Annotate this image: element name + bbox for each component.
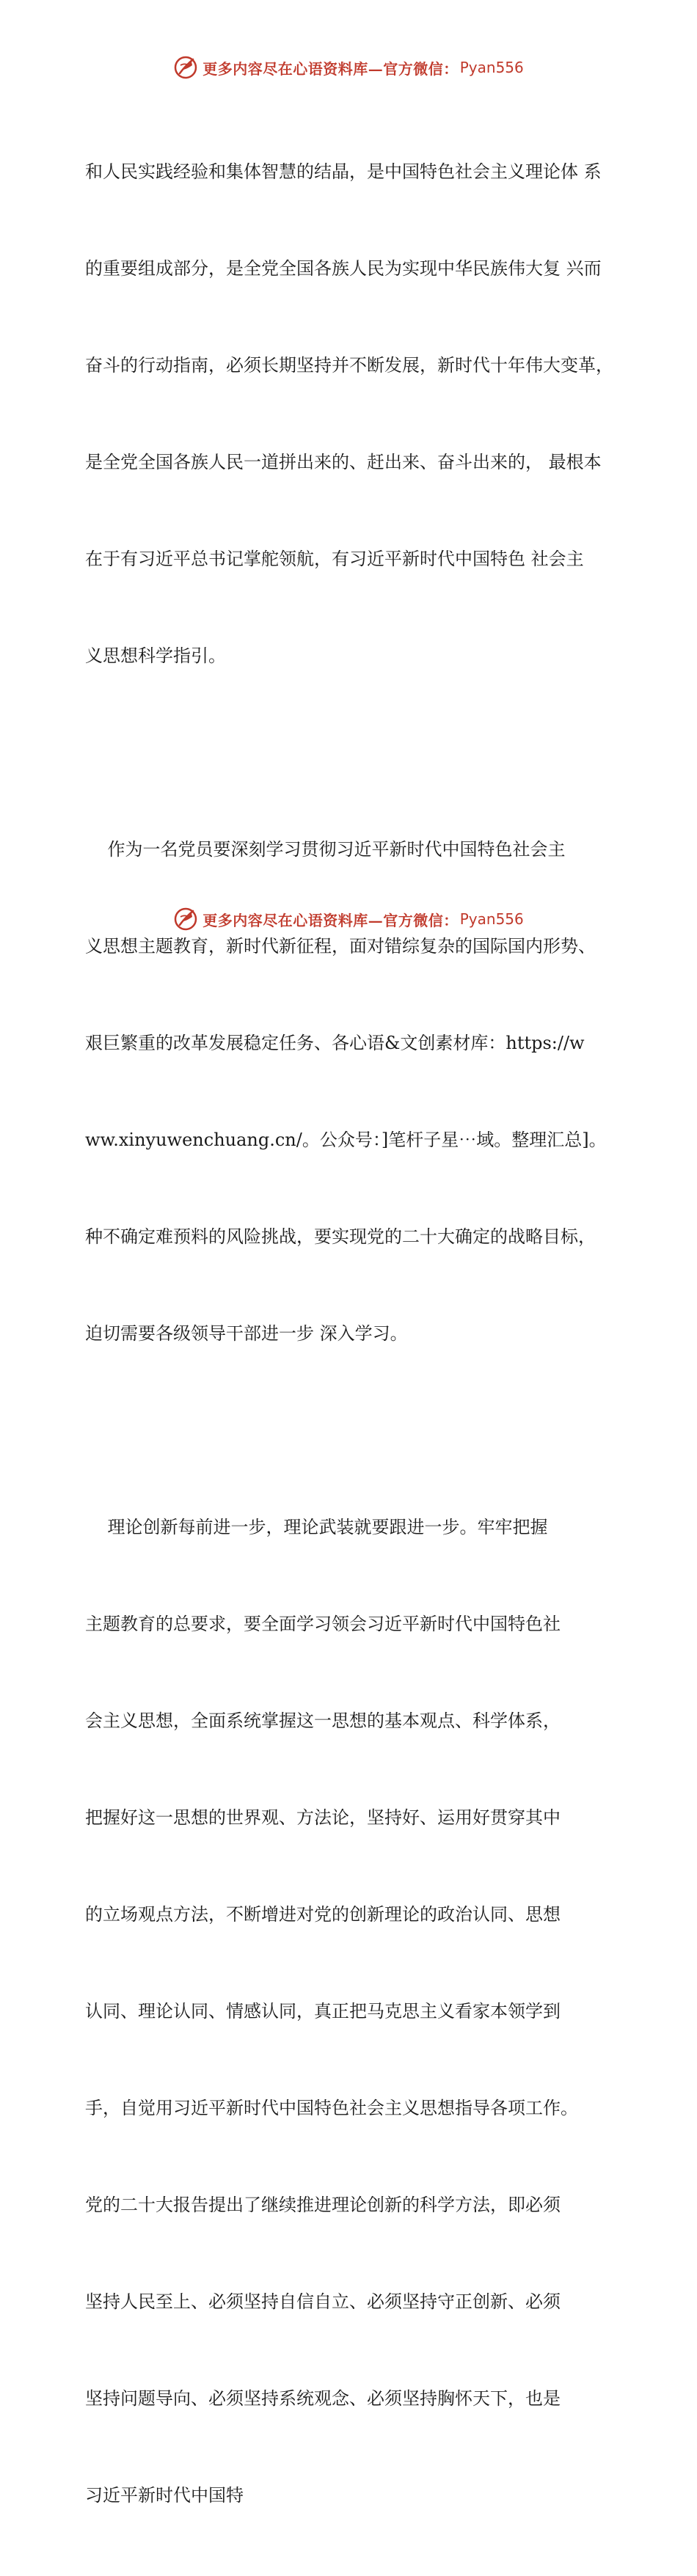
text-line: 主题教育的总要求，要全面学习领会习近平新时代中国特色社 [85, 1614, 561, 1634]
text-line: 是全党全国各族人民一道拼出来的、赶出来、奋斗出来的， 最根本 [85, 452, 602, 472]
text-line: 认同、理论认同、情感认同，真正把马克思主义看家本领学到 [85, 2001, 561, 2021]
text-line: 理论创新每前进一步，理论武装就要跟进一步。牢牢把握 [85, 1517, 548, 1537]
text-line: 把握好这一思想的世界观、方法论，坚持好、运用好贯穿其中 [85, 1807, 561, 1828]
text-line: 的立场观点方法，不断增进对党的创新理论的政治认同、思想 [85, 1904, 561, 1925]
feather-seal-logo-icon [173, 907, 198, 932]
paragraph-1 [85, 91, 621, 736]
text-line: 手，自觉用习近平新时代中国特色社会主义思想指导各项工作。 [85, 2098, 578, 2118]
header-wechat-id: Pyan556 [459, 59, 524, 76]
text-line: 在于有习近平总书记掌舵领航，有习近平新时代中国特色 社会主 [85, 549, 584, 569]
text-line: 的重要组成部分，是全党全国各族人民为实现中华民族伟大复 兴而 [85, 258, 602, 279]
footer-banner-text: 更多内容尽在心语资料库—官方微信： [202, 911, 459, 929]
paragraph-gap [85, 736, 621, 769]
paragraph-3 [85, 1446, 621, 2576]
footer-wechat-id: Pyan556 [459, 910, 524, 928]
text-line: 作为一名党员要深刻学习贯彻习近平新时代中国特色社会主 [85, 839, 566, 860]
text-line: 义思想主题教育，新时代新征程，面对错综复杂的国际国内形势、 [85, 936, 596, 956]
feather-seal-logo-icon [173, 55, 198, 80]
footer-banner [0, 904, 697, 934]
text-line: 和人民实践经验和集体智慧的结晶，是中国特色社会主义理论体 系 [85, 161, 602, 182]
header-banner-text: 更多内容尽在心语资料库—官方微信： [202, 59, 459, 78]
paragraph-2 [85, 769, 621, 1414]
paragraph-gap [85, 1414, 621, 1446]
text-line: 种不确定难预料的风险挑战，要实现党的二十大确定的战略目标， [85, 1226, 596, 1247]
text-line: 党的二十大报告提出了继续推进理论创新的科学方法，即必须 [85, 2195, 561, 2215]
header-banner [0, 53, 697, 82]
document-body [85, 91, 621, 2576]
text-line: 义思想科学指引。 [85, 645, 226, 666]
text-line: 坚持问题导向、必须坚持系统观念、必须坚持胸怀天下，也是 [85, 2388, 561, 2409]
text-line: 坚持人民至上、必须坚持自信自立、必须坚持守正创新、必须 [85, 2291, 561, 2312]
text-line: 奋斗的行动指南，必须长期坚持并不断发展，新时代十年伟大变革， [85, 355, 613, 376]
text-line: 习近平新时代中国特 [85, 2485, 244, 2506]
text-line: 会主义思想，全面系统掌握这一思想的基本观点、科学体系， [85, 1710, 561, 1731]
text-line: 艰巨繁重的改革发展稳定任务、各心语&文创素材库：https://w [85, 1033, 585, 1053]
text-line: 迫切需要各级领导干部进一步 深入学习。 [85, 1323, 408, 1344]
text-line: ww.xinyuwenchuang.cn/。公众号：]笔杆子星⋯域。整理汇总]。 [85, 1130, 607, 1150]
